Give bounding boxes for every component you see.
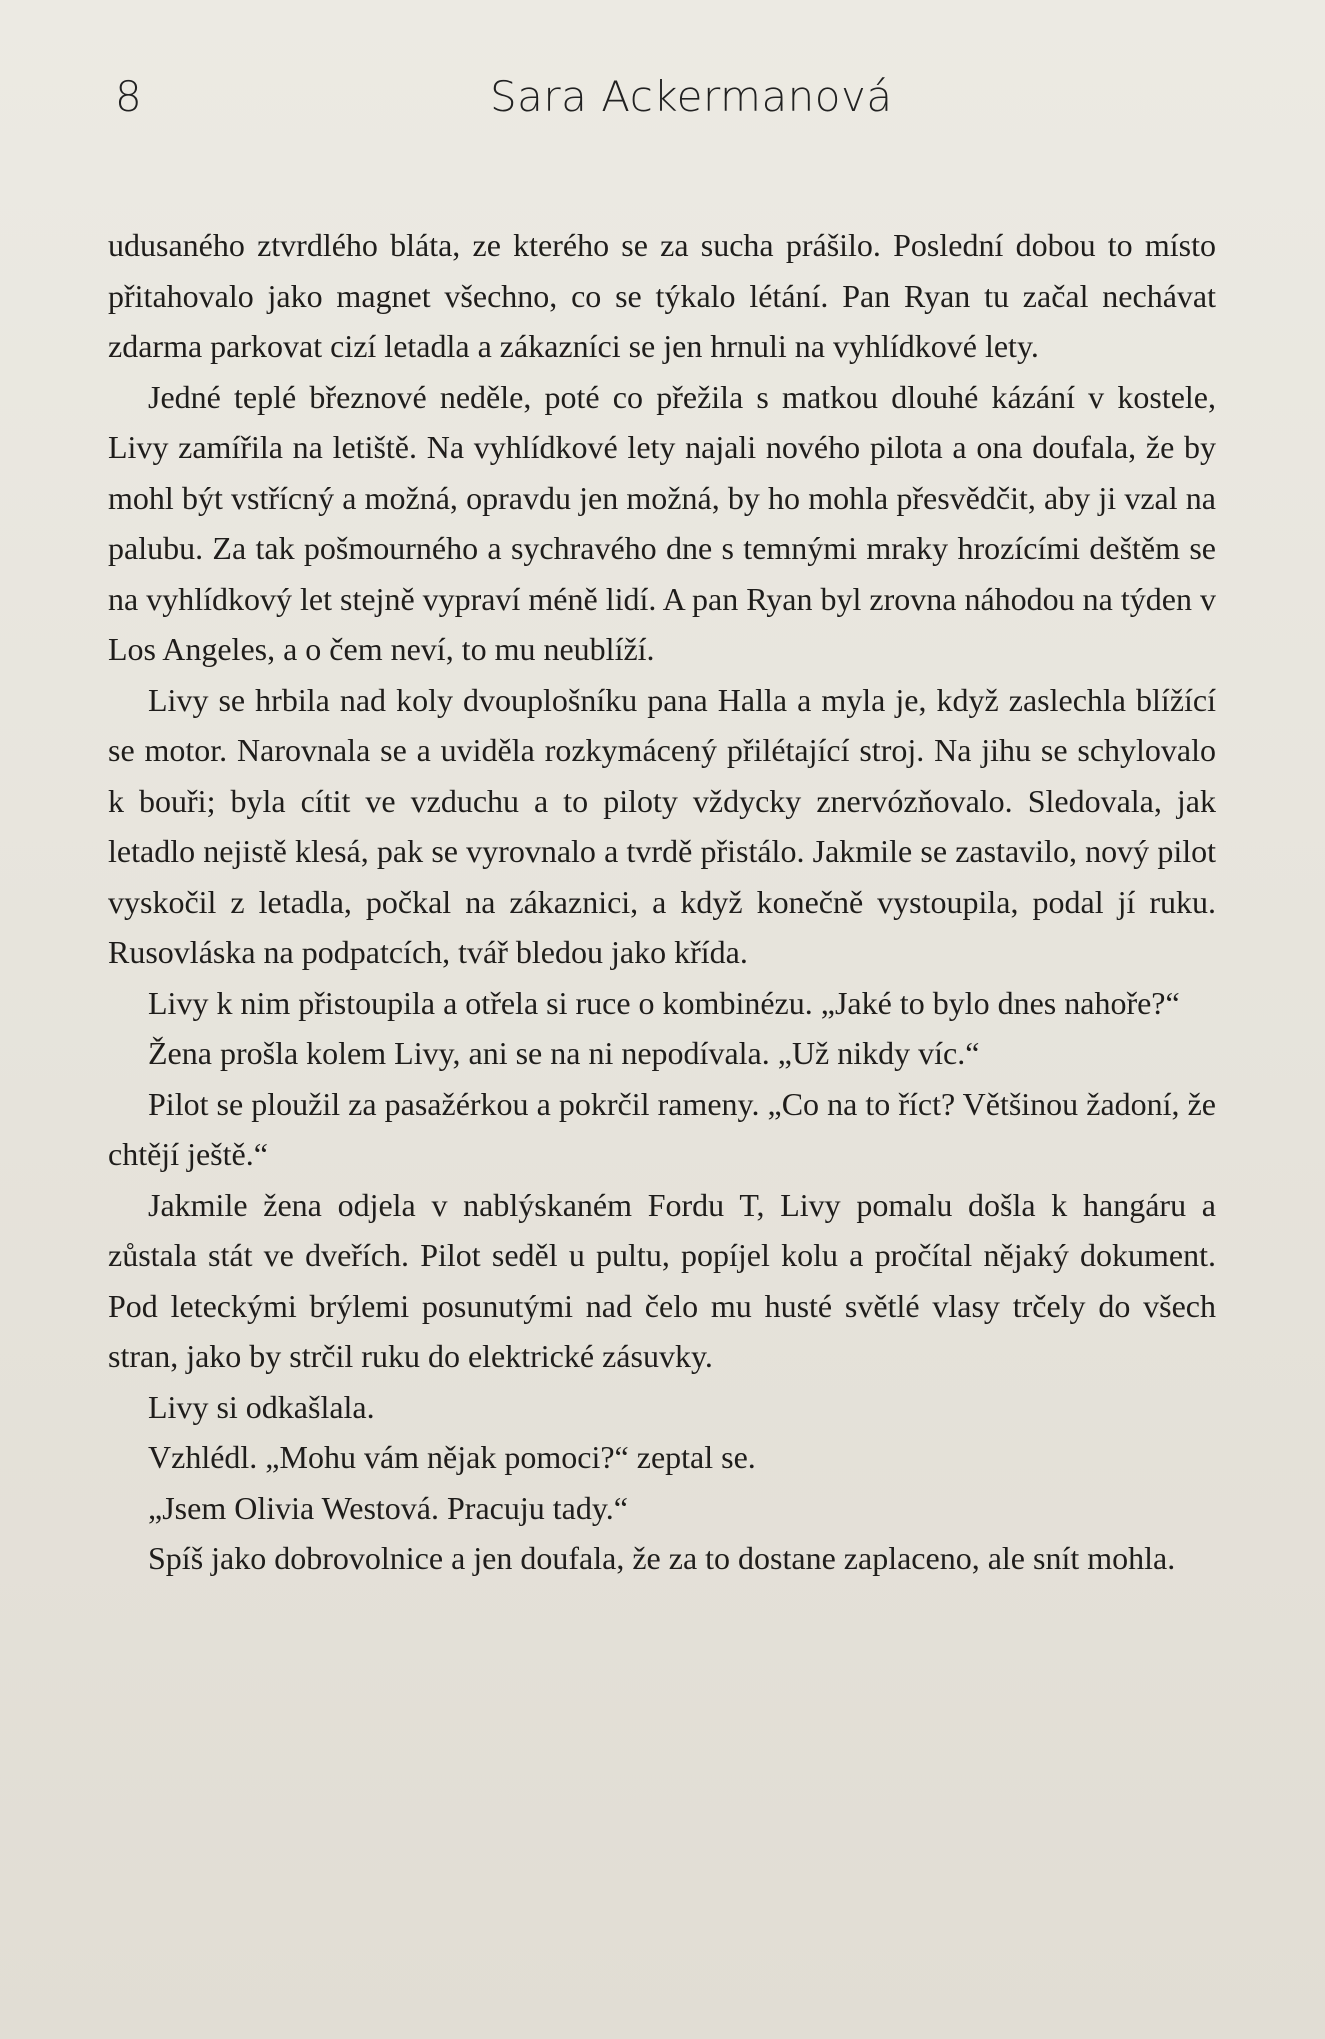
paragraph: Spíš jako dobrovolnice a jen doufala, že za to dostane zaplaceno, ale snít mohla.	[148, 1540, 1176, 1576]
paragraph: udusaného ztvrdlého bláta, ze kterého se za sucha prášilo. Poslední dobou to místo přitahovalo jako magnet všechno, co se týkalo létání. Pan Ryan tu začal nechávat zdarma parkovat cizí letadla a zákazníci se jen hrnuli na vyhlídkové lety.	[108, 227, 1216, 364]
paragraph: Pilot se ploužil za pasažérkou a pokrčil rameny. „Co na to říct? Většinou žadoní, že chtějí ještě.“	[108, 1085, 1216, 1172]
paragraph: Jedné teplé březnové neděle, poté co přežila s matkou dlouhé kázání v kostele, Livy zamířila na letiště. Na vyhlídkové lety najali nového pilota a ona doufala, že by mohl být vstřícný a možná, opravdu jen možná, by ho mohla přesvědčit, aby ji vzal na palubu. Za tak pošmourného a sychravého dne s temnými mraky hrozícími deštěm se na vyhlídkový let stejně vypraví méně lidí. A pan Ryan byl zrovna náhodou na týden v Los Angeles, a o čem neví, to mu neublíží.	[108, 378, 1216, 667]
paragraph: Jakmile žena odjela v nablýskaném Fordu T, Livy pomalu došla k hangáru a zůstala stát ve dveřích. Pilot seděl u pultu, popíjel kolu a pročítal nějaký dokument. Pod leteckými brýlemi posunutými nad čelo mu husté světlé vlasy trčely do všech stran, jako by strčil ruku do elektrické zásuvky.	[108, 1186, 1216, 1374]
paragraph: Livy k nim přistoupila a otřela si ruce o kombinézu. „Jaké to bylo dnes nahoře?“	[148, 984, 1180, 1021]
paragraph: Livy si odkašlala.	[148, 1388, 375, 1425]
paragraph: „Jsem Olivia Westová. Pracuju tady.“	[148, 1489, 628, 1526]
page-header	[0, 72, 1325, 132]
paragraph: Livy se hrbila nad koly dvouplošníku pana Halla a myla je, když zaslechla blížící se motor. Narovnala se a uviděla rozkymácený přilétající stroj. Na jihu se schylovalo k bouři; byla cítit ve vzduchu a to piloty vždycky znervózňovalo. Sledovala, jak letadlo nejistě klesá, pak se vyrovnalo a tvrdě přistálo. Jakmile se zastavilo, nový pilot vyskočil z letadla, počkal na zákaznici, a když konečně vystoupila, podal jí ruku. Rusovláska na podpatcích, tvář bledou jako křída.	[108, 681, 1216, 970]
running-head-author: Sara Ackermanová	[490, 72, 893, 121]
paragraph: Žena prošla kolem Livy, ani se na ni nepodívala. „Už nikdy víc.“	[148, 1035, 980, 1071]
paragraph: Vzhlédl. „Mohu vám nějak pomoci?“ zeptal se.	[148, 1439, 756, 1475]
body-text	[108, 220, 1216, 1584]
page-number: 8	[115, 72, 142, 121]
